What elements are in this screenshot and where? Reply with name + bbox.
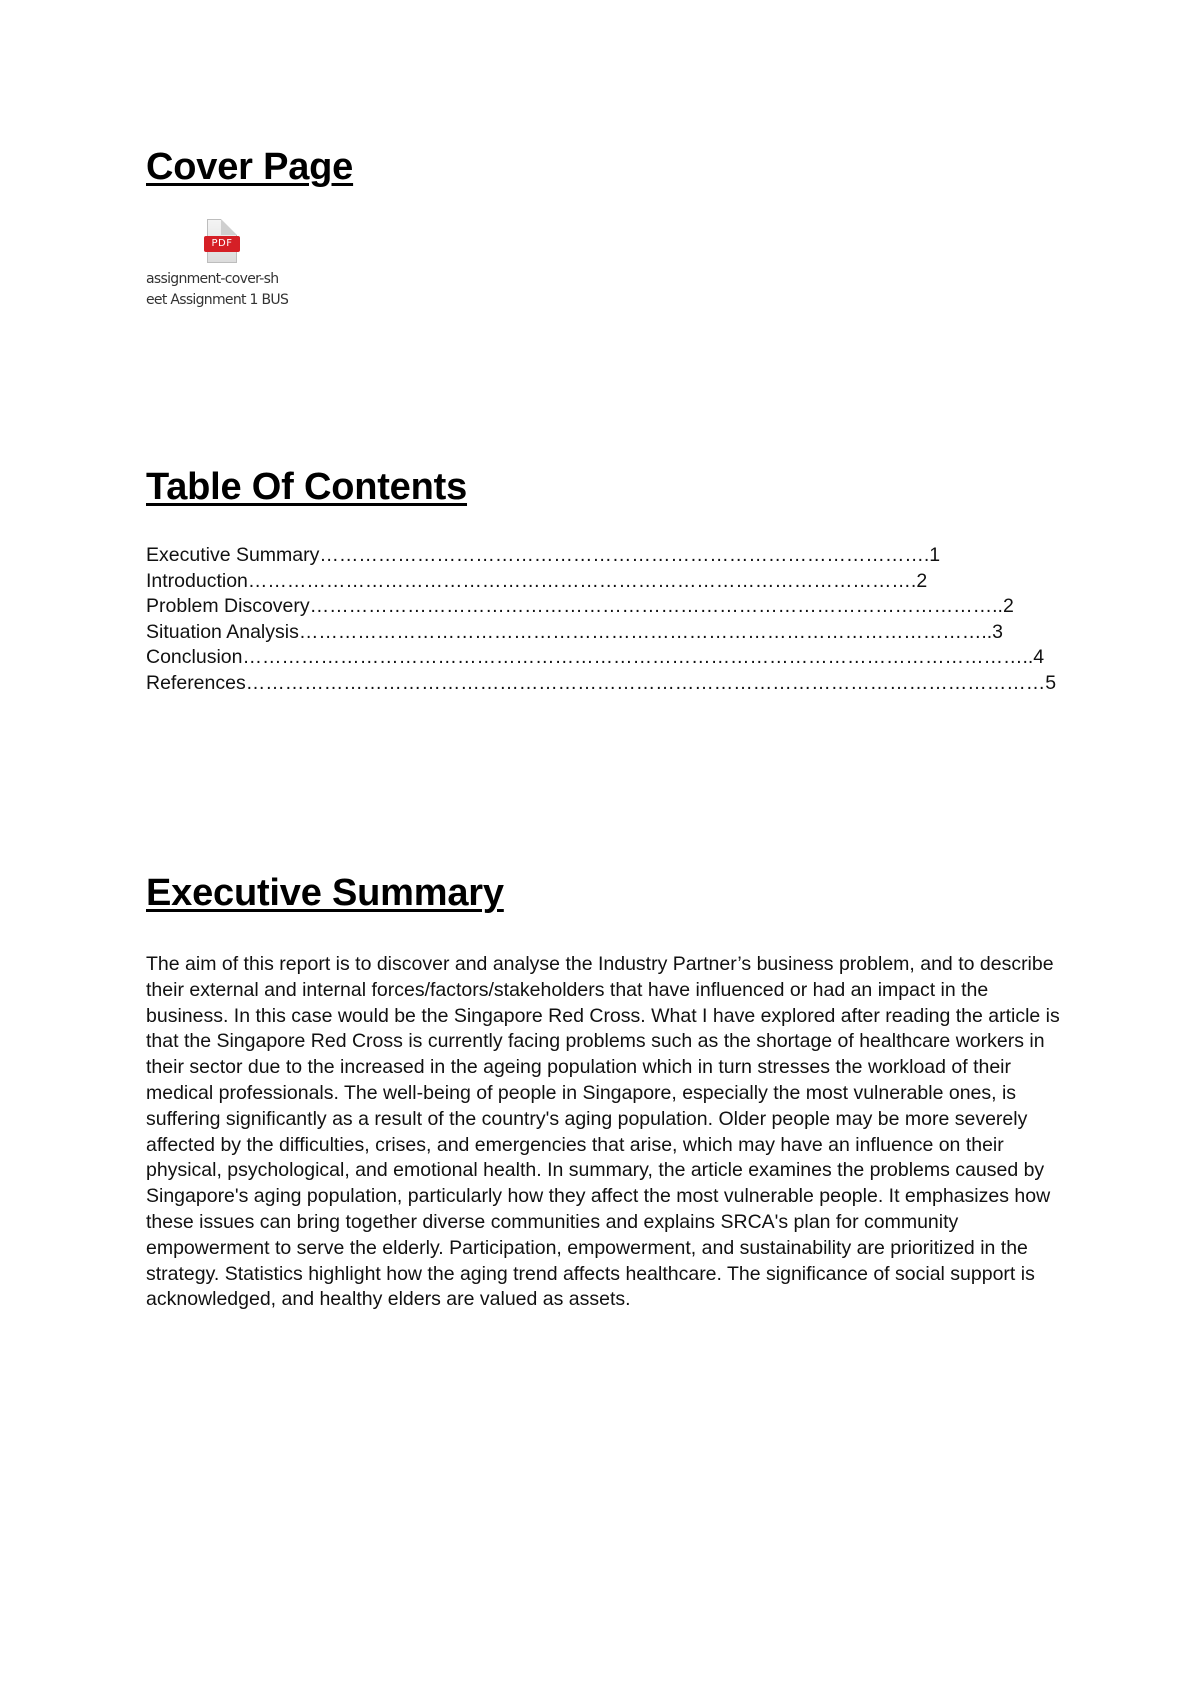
attachment-filename-line-2: eet Assignment 1 BUS (146, 292, 289, 308)
cover-sheet-attachment[interactable] (146, 219, 298, 311)
table-of-contents-heading: Table Of Contents (146, 466, 468, 508)
toc-entry-references[interactable]: References……………………………………………………………………………………………………………5 (146, 671, 1057, 694)
pdf-badge-label: PDF (204, 236, 240, 252)
toc-entry-conclusion[interactable]: Conclusion…………………………………………………………………………………………………………..4 (146, 646, 1045, 669)
attachment-filename[interactable] (146, 269, 298, 311)
cover-page-heading: Cover Page (146, 146, 354, 188)
toc-entry-executive-summary[interactable]: Executive Summary………………………………………………………………………………….1 (146, 544, 941, 566)
table-of-contents (146, 543, 1066, 697)
executive-summary-paragraph: The aim of this report is to discover and analyse the Industry Partner’s business problem, and to describe their external and internal forces/factors/stakeholders that have influenced or had an impact in the business. In this case would be the Singapore Red Cross. What I have explored after reading the article is that the Singapore Red Cross is currently facing problems such as the shortage of healthcare workers in their sector due to the increased in the ageing population which in turn stresses the workload of their medical professionals. The well-being of people in Singapore, especially the most vulnerable ones, is suffering significantly as a result of the country's aging population. Older people may be more severely affected by the difficulties, crises, and emergencies that arise, which may have an influence on their physical, psychological, and emotional health. In summary, the article examines the problems caused by Singapore's aging population, particularly how they affect the most vulnerable people. It emphasizes how these issues can bring together diverse communities and explains SRCA's plan for community empowerment to serve the elderly. Participation, empowerment, and sustainability are prioritized in the strategy. Statistics highlight how the aging trend affects healthcare. The significance of social support is acknowledged, and healthy elders are valued as assets. (146, 953, 1060, 1311)
pdf-corner-fold (221, 219, 237, 235)
executive-summary-heading: Executive Summary (146, 872, 504, 914)
attachment-filename-line-1: assignment-cover-sh (146, 271, 279, 287)
toc-entry-introduction[interactable]: Introduction………………………………………………………………………………………….2 (146, 569, 928, 592)
pdf-file-icon[interactable] (204, 219, 240, 265)
toc-entry-problem-discovery[interactable]: Problem Discovery……………………………………………………………………………………………..2 (146, 595, 1014, 618)
toc-entry-situation-analysis[interactable]: Situation Analysis……………………………………………………………………………………………..3 (146, 620, 1004, 643)
